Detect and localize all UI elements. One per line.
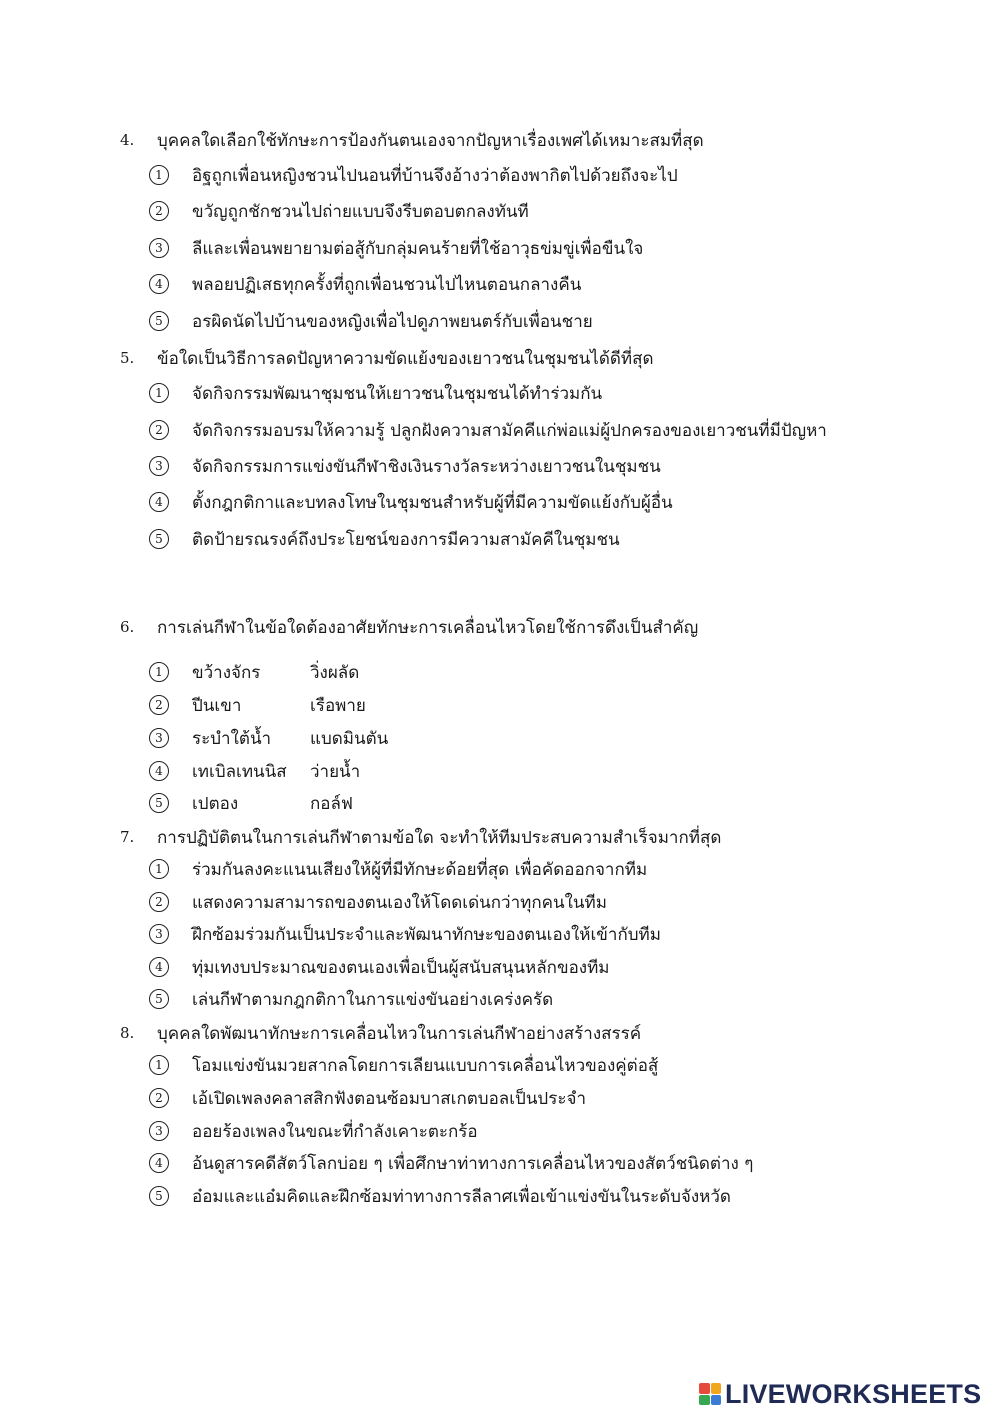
option-text: โอมแข่งขันมวยสากลโดยการเลียนแบบการเคลื่อนไหวของคู่ต่อสู้ <box>192 1055 659 1076</box>
option-circle[interactable]: 5 <box>149 529 169 549</box>
option-text: ทุ่มเทงบประมาณของตนเองเพื่อเป็นผู้สนับสนุนหลักของทีม <box>192 957 610 978</box>
option-row[interactable] <box>149 660 360 684</box>
option-text: ตั้งกฎกติกาและบทลงโทษในชุมชนสำหรับผู้ที่มีความขัดแย้งกับผู้อื่น <box>192 492 673 513</box>
option-text-b: เรือพาย <box>310 695 366 716</box>
option-circle[interactable]: 2 <box>149 892 169 912</box>
option-row[interactable] <box>149 1184 731 1208</box>
option-text: ขวัญถูกชักชวนไปถ่ายแบบจึงรีบตอบตกลงทันที <box>192 201 529 222</box>
option-circle[interactable]: 1 <box>149 662 169 682</box>
liveworksheets-logo <box>699 1379 981 1409</box>
option-row[interactable] <box>149 1119 478 1143</box>
option-row[interactable] <box>149 163 678 187</box>
option-row[interactable] <box>149 381 603 405</box>
option-text: แสดงความสามารถของตนเองให้โดดเด่นกว่าทุกคนในทีม <box>192 892 607 913</box>
option-text: เล่นกีฬาตามกฎกติกาในการแข่งขันอย่างเคร่งครัด <box>192 989 554 1010</box>
option-row[interactable] <box>149 418 827 442</box>
option-text: ฝึกซ้อมร่วมกันเป็นประจำและพัฒนาทักษะของตนเองให้เข้ากับทีม <box>192 924 661 945</box>
option-row[interactable] <box>149 987 554 1011</box>
question-number: 7. <box>120 828 135 846</box>
option-text: อรผิดนัดไปบ้านของหญิงเพื่อไปดูภาพยนตร์กับเพื่อนชาย <box>192 311 593 332</box>
option-row[interactable] <box>149 726 389 750</box>
option-circle[interactable]: 1 <box>149 1055 169 1075</box>
option-text: ร่วมกันลงคะแนนเสียงให้ผู้ที่มีทักษะด้อยที่สุด เพื่อคัดออกจากทีม <box>192 859 648 880</box>
question-number: 8. <box>120 1024 135 1042</box>
option-circle[interactable]: 3 <box>149 1121 169 1141</box>
option-row[interactable] <box>149 1086 586 1110</box>
option-text-b: กอล์ฟ <box>310 793 353 814</box>
option-text: ลีและเพื่อนพยายามต่อสู้กับกลุ่มคนร้ายที่ใช้อาวุธข่มขู่เพื่อขืนใจ <box>192 238 644 259</box>
option-text: อ้นดูสารคดีสัตว์โลกบ่อย ๆ เพื่อศึกษาท่าทางการเคลื่อนไหวของสัตว์ชนิดต่าง ๆ <box>192 1153 754 1174</box>
option-circle[interactable]: 3 <box>149 728 169 748</box>
question-text: การปฏิบัติตนในการเล่นกีฬาตามข้อใด จะทำให้ทีมประสบความสำเร็จมากที่สุด <box>157 828 722 848</box>
option-row[interactable] <box>149 1053 659 1077</box>
liveworksheets-icon <box>699 1383 721 1405</box>
option-text-a: ระบำใต้น้ำ <box>192 728 272 749</box>
option-text-a: ปีนเขา <box>192 695 242 716</box>
option-row[interactable] <box>149 857 648 881</box>
option-circle[interactable]: 4 <box>149 1153 169 1173</box>
option-circle[interactable]: 1 <box>149 859 169 879</box>
option-circle[interactable]: 1 <box>149 165 169 185</box>
option-circle[interactable]: 2 <box>149 1088 169 1108</box>
option-text-a: ขว้างจักร <box>192 662 261 683</box>
option-row[interactable] <box>149 890 607 914</box>
option-row[interactable] <box>149 759 361 783</box>
option-text: จัดกิจกรรมพัฒนาชุมชนให้เยาวชนในชุมชนได้ทำร่วมกัน <box>192 383 603 404</box>
option-circle[interactable]: 4 <box>149 274 169 294</box>
option-row[interactable] <box>149 309 593 333</box>
option-circle[interactable]: 3 <box>149 924 169 944</box>
option-circle[interactable]: 1 <box>149 383 169 403</box>
option-text-b: วิ่งผลัด <box>310 662 360 683</box>
option-text-b: ว่ายน้ำ <box>310 761 361 782</box>
option-row[interactable] <box>149 454 661 478</box>
option-circle[interactable]: 5 <box>149 1186 169 1206</box>
option-row[interactable] <box>149 236 644 260</box>
option-text-a: เทเบิลเทนนิส <box>192 761 287 782</box>
option-row[interactable] <box>149 791 353 815</box>
question-number: 4. <box>120 131 135 149</box>
question-text: ข้อใดเป็นวิธีการลดปัญหาความขัดแย้งของเยาวชนในชุมชนได้ดีที่สุด <box>157 349 654 369</box>
option-circle[interactable]: 4 <box>149 761 169 781</box>
option-text-a: เปตอง <box>192 793 239 814</box>
option-row[interactable] <box>149 693 366 717</box>
option-circle[interactable]: 2 <box>149 695 169 715</box>
option-text-b: แบดมินตัน <box>310 728 389 749</box>
option-text: ติดป้ายรณรงค์ถึงประโยชน์ของการมีความสามัคคีในชุมชน <box>192 529 620 550</box>
option-circle[interactable]: 5 <box>149 989 169 1009</box>
option-circle[interactable]: 4 <box>149 492 169 512</box>
question-text: บุคคลใดพัฒนาทักษะการเคลื่อนไหวในการเล่นกีฬาอย่างสร้างสรรค์ <box>157 1024 642 1044</box>
logo-text: LIVEWORKSHEETS <box>725 1378 982 1409</box>
option-circle[interactable]: 4 <box>149 957 169 977</box>
option-row[interactable] <box>149 199 529 223</box>
question-text: บุคคลใดเลือกใช้ทักษะการป้องกันตนเองจากปัญหาเรื่องเพศได้เหมาะสมที่สุด <box>157 131 704 151</box>
option-row[interactable] <box>149 1151 754 1175</box>
question-number: 5. <box>120 349 135 367</box>
option-text: จัดกิจกรรมอบรมให้ความรู้ ปลูกฝังความสามัคคีแก่พ่อแม่ผู้ปกครองของเยาวชนที่มีปัญหา <box>192 420 827 441</box>
option-text: เอ้เปิดเพลงคลาสสิกฟังตอนซ้อมบาสเกตบอลเป็นประจำ <box>192 1088 586 1109</box>
option-row[interactable] <box>149 955 610 979</box>
question-text: การเล่นกีฬาในข้อใดต้องอาศัยทักษะการเคลื่อนไหวโดยใช้การดึงเป็นสำคัญ <box>157 618 699 638</box>
option-text: อ๋อมและแอ๋มคิดและฝึกซ้อมท่าทางการลีลาศเพื่อเข้าแข่งขันในระดับจังหวัด <box>192 1186 731 1207</box>
question-number: 6. <box>120 618 135 636</box>
option-text: ออยร้องเพลงในขณะที่กำลังเคาะตะกร้อ <box>192 1121 478 1142</box>
option-circle[interactable]: 5 <box>149 311 169 331</box>
option-circle[interactable]: 2 <box>149 420 169 440</box>
option-text: จัดกิจกรรมการแข่งขันกีฬาชิงเงินรางวัลระหว่างเยาวชนในชุมชน <box>192 456 661 477</box>
option-circle[interactable]: 5 <box>149 793 169 813</box>
option-circle[interactable]: 2 <box>149 201 169 221</box>
option-circle[interactable]: 3 <box>149 456 169 476</box>
option-text: พลอยปฏิเสธทุกครั้งที่ถูกเพื่อนชวนไปไหนตอนกลางคืน <box>192 274 582 295</box>
option-text: อิฐถูกเพื่อนหญิงชวนไปนอนที่บ้านจึงอ้างว่าต้องพากิตไปด้วยถึงจะไป <box>192 165 678 186</box>
option-row[interactable] <box>149 490 673 514</box>
option-row[interactable] <box>149 527 620 551</box>
option-circle[interactable]: 3 <box>149 238 169 258</box>
option-row[interactable] <box>149 922 661 946</box>
option-row[interactable] <box>149 272 582 296</box>
